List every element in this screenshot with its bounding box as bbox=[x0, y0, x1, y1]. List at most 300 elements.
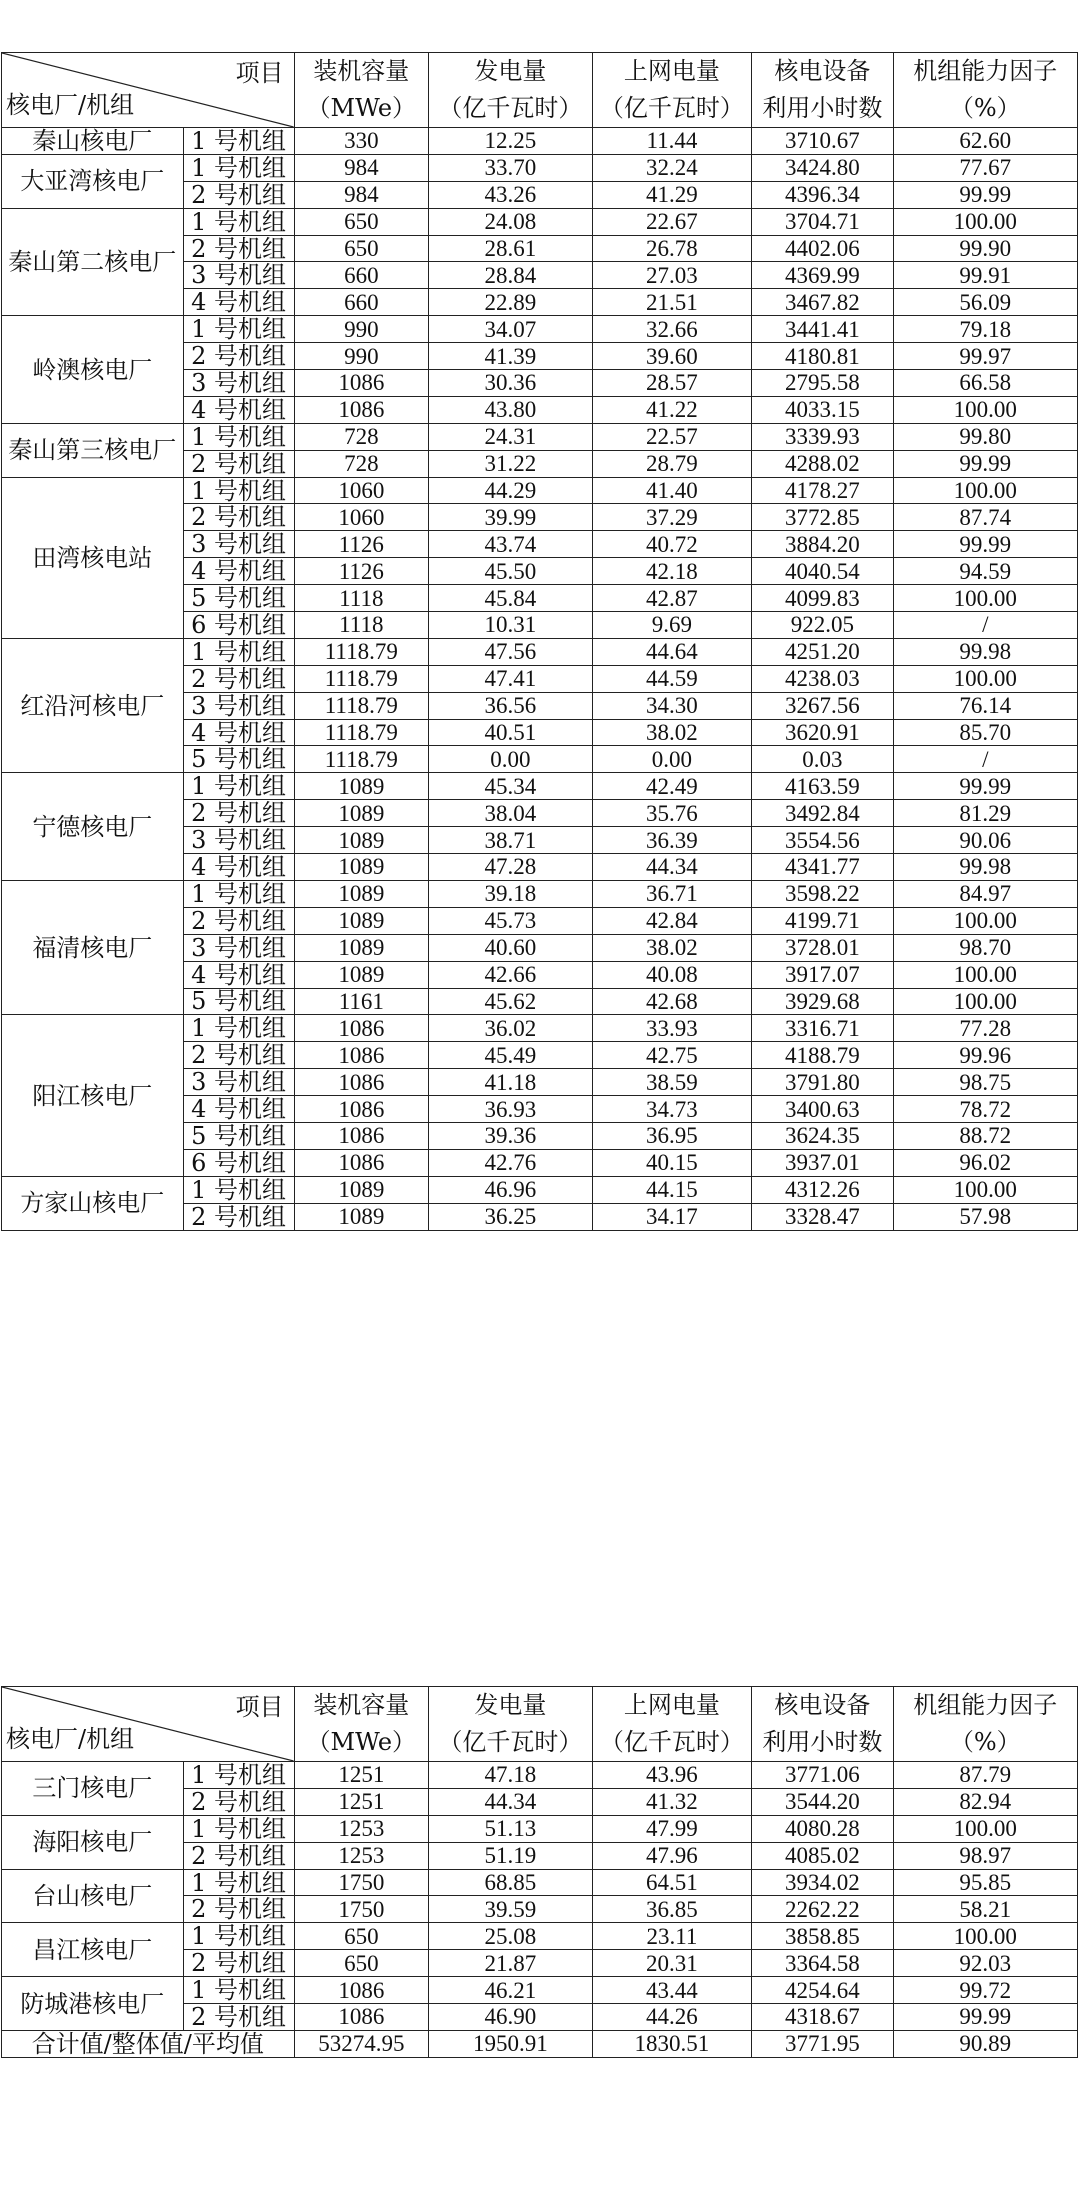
column-header-capability-factor bbox=[893, 53, 1077, 128]
utilization-hours-cell: 4163.59 bbox=[752, 773, 893, 800]
unit-name-cell: 1 号机组 bbox=[183, 1015, 294, 1042]
generation-cell: 40.60 bbox=[429, 934, 593, 961]
generation-cell: 39.18 bbox=[429, 880, 593, 907]
unit-name-cell: 2 号机组 bbox=[183, 1042, 294, 1069]
capability-factor-cell: 99.98 bbox=[893, 638, 1077, 665]
installed-capacity-cell: 1118.79 bbox=[294, 692, 429, 719]
grid-supply-cell: 26.78 bbox=[592, 235, 751, 262]
capability-factor-cell: 88.72 bbox=[893, 1122, 1077, 1149]
capability-factor-cell: 66.58 bbox=[893, 370, 1077, 397]
capability-factor-cell: 62.60 bbox=[893, 128, 1077, 155]
utilization-hours-cell: 3620.91 bbox=[752, 719, 893, 746]
utilization-hours-cell: 3884.20 bbox=[752, 531, 893, 558]
utilization-hours-cell: 3934.02 bbox=[752, 1869, 893, 1896]
installed-capacity-cell: 1253 bbox=[294, 1842, 429, 1869]
generation-cell: 47.56 bbox=[429, 638, 593, 665]
column-header-generation bbox=[429, 53, 593, 128]
capability-factor-cell: 100.00 bbox=[893, 988, 1077, 1015]
capability-factor-cell: 98.97 bbox=[893, 1842, 1077, 1869]
unit-name-cell: 4 号机组 bbox=[183, 854, 294, 881]
capability-factor-cell: 96.02 bbox=[893, 1149, 1077, 1176]
capability-factor-cell: 92.03 bbox=[893, 1950, 1077, 1977]
unit-name-cell: 1 号机组 bbox=[183, 773, 294, 800]
unit-name-cell: 6 号机组 bbox=[183, 612, 294, 639]
unit-name-cell: 3 号机组 bbox=[183, 827, 294, 854]
column-header-line1: 核电设备 bbox=[774, 1691, 871, 1719]
grid-supply-cell: 64.51 bbox=[592, 1869, 751, 1896]
grid-supply-cell: 11.44 bbox=[592, 128, 751, 155]
unit-name-cell: 2 号机组 bbox=[183, 504, 294, 531]
generation-cell: 47.28 bbox=[429, 854, 593, 881]
unit-name-cell: 3 号机组 bbox=[183, 934, 294, 961]
grid-supply-cell: 42.68 bbox=[592, 988, 751, 1015]
plant-name-cell: 福清核电厂 bbox=[2, 880, 184, 1014]
capability-factor-cell: 100.00 bbox=[893, 665, 1077, 692]
utilization-hours-cell: 3771.06 bbox=[752, 1762, 893, 1789]
unit-name-cell: 1 号机组 bbox=[183, 1815, 294, 1842]
utilization-hours-cell: 4288.02 bbox=[752, 450, 893, 477]
column-header-installed-capacity bbox=[294, 53, 429, 128]
plant-name-cell: 秦山第二核电厂 bbox=[2, 208, 184, 316]
installed-capacity-cell: 1086 bbox=[294, 1015, 429, 1042]
unit-name-cell: 2 号机组 bbox=[183, 800, 294, 827]
unit-name-cell: 1 号机组 bbox=[183, 1762, 294, 1789]
installed-capacity-cell: 1089 bbox=[294, 773, 429, 800]
capability-factor-cell: 77.67 bbox=[893, 154, 1077, 181]
generation-cell: 51.13 bbox=[429, 1815, 593, 1842]
generation-cell: 34.07 bbox=[429, 316, 593, 343]
utilization-hours-cell: 3492.84 bbox=[752, 800, 893, 827]
installed-capacity-cell: 1118.79 bbox=[294, 638, 429, 665]
generation-cell: 42.76 bbox=[429, 1149, 593, 1176]
capability-factor-cell: 87.79 bbox=[893, 1762, 1077, 1789]
utilization-hours-cell: 3554.56 bbox=[752, 827, 893, 854]
utilization-hours-cell: 3467.82 bbox=[752, 289, 893, 316]
utilization-hours-cell: 4033.15 bbox=[752, 396, 893, 423]
utilization-hours-cell: 4396.34 bbox=[752, 181, 893, 208]
generation-cell: 39.59 bbox=[429, 1896, 593, 1923]
generation-cell: 45.49 bbox=[429, 1042, 593, 1069]
capability-factor-cell: 82.94 bbox=[893, 1788, 1077, 1815]
column-header-line1: 核电设备 bbox=[774, 57, 871, 85]
capability-factor-cell: 100.00 bbox=[893, 1815, 1077, 1842]
generation-cell: 47.41 bbox=[429, 665, 593, 692]
utilization-hours-cell: 4254.64 bbox=[752, 1977, 893, 2004]
unit-name-cell: 3 号机组 bbox=[183, 370, 294, 397]
generation-cell: 47.18 bbox=[429, 1762, 593, 1789]
column-header-line1: 发电量 bbox=[474, 57, 547, 85]
grid-supply-cell: 22.57 bbox=[592, 423, 751, 450]
generation-cell: 38.71 bbox=[429, 827, 593, 854]
column-header-line1: 上网电量 bbox=[623, 1691, 720, 1719]
grid-supply-cell: 42.49 bbox=[592, 773, 751, 800]
grid-supply-cell: 32.24 bbox=[592, 154, 751, 181]
capability-factor-cell: 79.18 bbox=[893, 316, 1077, 343]
plant-name-cell: 秦山核电厂 bbox=[2, 128, 184, 155]
unit-name-cell: 1 号机组 bbox=[183, 423, 294, 450]
grid-supply-cell: 42.18 bbox=[592, 558, 751, 585]
capability-factor-cell: 100.00 bbox=[893, 396, 1077, 423]
utilization-hours-cell: 3858.85 bbox=[752, 1923, 893, 1950]
utilization-hours-cell: 922.05 bbox=[752, 612, 893, 639]
capability-factor-cell: 94.59 bbox=[893, 558, 1077, 585]
utilization-hours-cell: 3544.20 bbox=[752, 1788, 893, 1815]
generation-cell: 36.25 bbox=[429, 1203, 593, 1230]
capability-factor-cell: 100.00 bbox=[893, 907, 1077, 934]
utilization-hours-cell: 3704.71 bbox=[752, 208, 893, 235]
capability-factor-cell: 99.99 bbox=[893, 2004, 1077, 2031]
utilization-hours-cell: 4080.28 bbox=[752, 1815, 893, 1842]
generation-cell: 30.36 bbox=[429, 370, 593, 397]
generation-cell: 45.62 bbox=[429, 988, 593, 1015]
utilization-hours-cell: 4238.03 bbox=[752, 665, 893, 692]
generation-cell: 46.96 bbox=[429, 1176, 593, 1203]
table2-body bbox=[2, 1687, 1078, 2058]
installed-capacity-cell: 1089 bbox=[294, 1176, 429, 1203]
generation-cell: 38.04 bbox=[429, 800, 593, 827]
column-header-line1: 装机容量 bbox=[313, 57, 410, 85]
capability-factor-cell: 57.98 bbox=[893, 1203, 1077, 1230]
unit-name-cell: 4 号机组 bbox=[183, 961, 294, 988]
unit-name-cell: 3 号机组 bbox=[183, 692, 294, 719]
capability-factor-cell: 99.91 bbox=[893, 262, 1077, 289]
plant-name-cell: 大亚湾核电厂 bbox=[2, 154, 184, 208]
capability-factor-cell: 100.00 bbox=[893, 1923, 1077, 1950]
column-header-line1: 装机容量 bbox=[313, 1691, 410, 1719]
grid-supply-cell: 41.40 bbox=[592, 477, 751, 504]
grid-supply-cell: 38.02 bbox=[592, 719, 751, 746]
utilization-hours-cell: 4040.54 bbox=[752, 558, 893, 585]
capability-factor-cell: 99.72 bbox=[893, 1977, 1077, 2004]
table-row bbox=[2, 423, 1078, 450]
installed-capacity-cell: 660 bbox=[294, 262, 429, 289]
installed-capacity-cell: 1161 bbox=[294, 988, 429, 1015]
capability-factor-cell: 81.29 bbox=[893, 800, 1077, 827]
unit-name-cell: 5 号机组 bbox=[183, 988, 294, 1015]
installed-capacity-cell: 1089 bbox=[294, 800, 429, 827]
header-item-label: 项目 bbox=[235, 1693, 284, 1721]
grid-supply-cell: 47.96 bbox=[592, 1842, 751, 1869]
capability-factor-cell: 100.00 bbox=[893, 585, 1077, 612]
installed-capacity-cell: 1089 bbox=[294, 880, 429, 907]
grid-supply-cell: 28.79 bbox=[592, 450, 751, 477]
unit-name-cell: 4 号机组 bbox=[183, 1096, 294, 1123]
installed-capacity-cell: 1750 bbox=[294, 1869, 429, 1896]
plant-name-cell: 海阳核电厂 bbox=[2, 1815, 184, 1869]
utilization-hours-cell: 3400.63 bbox=[752, 1096, 893, 1123]
generation-cell: 45.73 bbox=[429, 907, 593, 934]
installed-capacity-cell: 1086 bbox=[294, 2004, 429, 2031]
installed-capacity-cell: 1089 bbox=[294, 854, 429, 881]
table-row bbox=[2, 1869, 1078, 1896]
unit-name-cell: 2 号机组 bbox=[183, 235, 294, 262]
unit-name-cell: 5 号机组 bbox=[183, 585, 294, 612]
table-row bbox=[2, 1923, 1078, 1950]
utilization-hours-cell: 4402.06 bbox=[752, 235, 893, 262]
header-row bbox=[2, 53, 1078, 128]
utilization-hours-cell: 4251.20 bbox=[752, 638, 893, 665]
generation-cell: 45.50 bbox=[429, 558, 593, 585]
installed-capacity-cell: 1086 bbox=[294, 1096, 429, 1123]
installed-capacity-cell: 650 bbox=[294, 208, 429, 235]
grid-supply-cell: 41.32 bbox=[592, 1788, 751, 1815]
total-capability-factor-cell: 90.89 bbox=[893, 2030, 1077, 2057]
unit-name-cell: 1 号机组 bbox=[183, 208, 294, 235]
capability-factor-cell: / bbox=[893, 612, 1077, 639]
utilization-hours-cell: 3267.56 bbox=[752, 692, 893, 719]
column-header-capability-factor bbox=[893, 1687, 1077, 1762]
plant-name-cell: 红沿河核电厂 bbox=[2, 638, 184, 772]
total-row bbox=[2, 2030, 1078, 2057]
capability-factor-cell: / bbox=[893, 746, 1077, 773]
utilization-hours-cell: 2795.58 bbox=[752, 370, 893, 397]
nuclear-units-table-part1 bbox=[1, 52, 1078, 1231]
column-header-generation bbox=[429, 1687, 593, 1762]
utilization-hours-cell: 4178.27 bbox=[752, 477, 893, 504]
generation-cell: 41.18 bbox=[429, 1069, 593, 1096]
capability-factor-cell: 78.72 bbox=[893, 1096, 1077, 1123]
utilization-hours-cell: 4188.79 bbox=[752, 1042, 893, 1069]
table-row bbox=[2, 638, 1078, 665]
utilization-hours-cell: 3917.07 bbox=[752, 961, 893, 988]
installed-capacity-cell: 1251 bbox=[294, 1762, 429, 1789]
grid-supply-cell: 36.95 bbox=[592, 1122, 751, 1149]
unit-name-cell: 2 号机组 bbox=[183, 2004, 294, 2031]
utilization-hours-cell: 4199.71 bbox=[752, 907, 893, 934]
generation-cell: 31.22 bbox=[429, 450, 593, 477]
column-header-line2: （亿千瓦时） bbox=[438, 1728, 583, 1756]
capability-factor-cell: 56.09 bbox=[893, 289, 1077, 316]
utilization-hours-cell: 3441.41 bbox=[752, 316, 893, 343]
grid-supply-cell: 41.22 bbox=[592, 396, 751, 423]
capability-factor-cell: 95.85 bbox=[893, 1869, 1077, 1896]
capability-factor-cell: 99.99 bbox=[893, 181, 1077, 208]
grid-supply-cell: 39.60 bbox=[592, 343, 751, 370]
installed-capacity-cell: 1089 bbox=[294, 934, 429, 961]
installed-capacity-cell: 990 bbox=[294, 316, 429, 343]
header-corner-cell bbox=[2, 1687, 295, 1762]
capability-factor-cell: 84.97 bbox=[893, 880, 1077, 907]
utilization-hours-cell: 3364.58 bbox=[752, 1950, 893, 1977]
grid-supply-cell: 27.03 bbox=[592, 262, 751, 289]
grid-supply-cell: 42.84 bbox=[592, 907, 751, 934]
grid-supply-cell: 34.30 bbox=[592, 692, 751, 719]
table-row bbox=[2, 1015, 1078, 1042]
column-header-line1: 机组能力因子 bbox=[913, 1691, 1058, 1719]
column-header-line1: 发电量 bbox=[474, 1691, 547, 1719]
installed-capacity-cell: 1253 bbox=[294, 1815, 429, 1842]
generation-cell: 36.93 bbox=[429, 1096, 593, 1123]
unit-name-cell: 3 号机组 bbox=[183, 531, 294, 558]
column-header-installed-capacity bbox=[294, 1687, 429, 1762]
table-row bbox=[2, 1762, 1078, 1789]
unit-name-cell: 2 号机组 bbox=[183, 907, 294, 934]
unit-name-cell: 2 号机组 bbox=[183, 665, 294, 692]
capability-factor-cell: 100.00 bbox=[893, 1176, 1077, 1203]
plant-name-cell: 三门核电厂 bbox=[2, 1762, 184, 1816]
utilization-hours-cell: 3598.22 bbox=[752, 880, 893, 907]
installed-capacity-cell: 1089 bbox=[294, 907, 429, 934]
utilization-hours-cell: 4099.83 bbox=[752, 585, 893, 612]
grid-supply-cell: 47.99 bbox=[592, 1815, 751, 1842]
generation-cell: 36.56 bbox=[429, 692, 593, 719]
column-header-utilization-hours bbox=[752, 1687, 893, 1762]
plant-name-cell: 阳江核电厂 bbox=[2, 1015, 184, 1176]
utilization-hours-cell: 2262.22 bbox=[752, 1896, 893, 1923]
column-header-line2: （MWe） bbox=[306, 94, 417, 122]
unit-name-cell: 1 号机组 bbox=[183, 477, 294, 504]
table-row bbox=[2, 316, 1078, 343]
plant-name-cell: 秦山第三核电厂 bbox=[2, 423, 184, 477]
capability-factor-cell: 99.80 bbox=[893, 423, 1077, 450]
generation-cell: 43.80 bbox=[429, 396, 593, 423]
installed-capacity-cell: 1750 bbox=[294, 1896, 429, 1923]
plant-name-cell: 台山核电厂 bbox=[2, 1869, 184, 1923]
capability-factor-cell: 58.21 bbox=[893, 1896, 1077, 1923]
column-header-line1: 机组能力因子 bbox=[913, 57, 1058, 85]
generation-cell: 51.19 bbox=[429, 1842, 593, 1869]
plant-name-cell: 昌江核电厂 bbox=[2, 1923, 184, 1977]
unit-name-cell: 3 号机组 bbox=[183, 262, 294, 289]
unit-name-cell: 2 号机组 bbox=[183, 1842, 294, 1869]
generation-cell: 68.85 bbox=[429, 1869, 593, 1896]
table-row bbox=[2, 477, 1078, 504]
utilization-hours-cell: 3937.01 bbox=[752, 1149, 893, 1176]
utilization-hours-cell: 3710.67 bbox=[752, 128, 893, 155]
header-row bbox=[2, 1687, 1078, 1762]
grid-supply-cell: 32.66 bbox=[592, 316, 751, 343]
installed-capacity-cell: 984 bbox=[294, 181, 429, 208]
installed-capacity-cell: 728 bbox=[294, 450, 429, 477]
capability-factor-cell: 85.70 bbox=[893, 719, 1077, 746]
installed-capacity-cell: 1089 bbox=[294, 1203, 429, 1230]
grid-supply-cell: 22.67 bbox=[592, 208, 751, 235]
utilization-hours-cell: 0.03 bbox=[752, 746, 893, 773]
capability-factor-cell: 99.97 bbox=[893, 343, 1077, 370]
total-utilization-hours-cell: 3771.95 bbox=[752, 2030, 893, 2057]
unit-name-cell: 1 号机组 bbox=[183, 316, 294, 343]
installed-capacity-cell: 1118 bbox=[294, 585, 429, 612]
generation-cell: 39.36 bbox=[429, 1122, 593, 1149]
generation-cell: 44.34 bbox=[429, 1788, 593, 1815]
installed-capacity-cell: 1060 bbox=[294, 477, 429, 504]
installed-capacity-cell: 650 bbox=[294, 1950, 429, 1977]
unit-name-cell: 1 号机组 bbox=[183, 638, 294, 665]
plant-name-cell: 田湾核电站 bbox=[2, 477, 184, 638]
column-header-line2: （亿千瓦时） bbox=[599, 1728, 744, 1756]
unit-name-cell: 5 号机组 bbox=[183, 1122, 294, 1149]
generation-cell: 25.08 bbox=[429, 1923, 593, 1950]
grid-supply-cell: 20.31 bbox=[592, 1950, 751, 1977]
generation-cell: 46.21 bbox=[429, 1977, 593, 2004]
grid-supply-cell: 34.17 bbox=[592, 1203, 751, 1230]
capability-factor-cell: 98.70 bbox=[893, 934, 1077, 961]
utilization-hours-cell: 4180.81 bbox=[752, 343, 893, 370]
unit-name-cell: 4 号机组 bbox=[183, 719, 294, 746]
utilization-hours-cell: 3929.68 bbox=[752, 988, 893, 1015]
installed-capacity-cell: 1089 bbox=[294, 827, 429, 854]
grid-supply-cell: 36.71 bbox=[592, 880, 751, 907]
grid-supply-cell: 43.44 bbox=[592, 1977, 751, 2004]
generation-cell: 12.25 bbox=[429, 128, 593, 155]
header-row-label: 核电厂/机组 bbox=[6, 91, 135, 119]
grid-supply-cell: 38.59 bbox=[592, 1069, 751, 1096]
generation-cell: 41.39 bbox=[429, 343, 593, 370]
generation-cell: 0.00 bbox=[429, 746, 593, 773]
installed-capacity-cell: 1060 bbox=[294, 504, 429, 531]
grid-supply-cell: 42.75 bbox=[592, 1042, 751, 1069]
utilization-hours-cell: 4312.26 bbox=[752, 1176, 893, 1203]
grid-supply-cell: 40.15 bbox=[592, 1149, 751, 1176]
utilization-hours-cell: 3328.47 bbox=[752, 1203, 893, 1230]
unit-name-cell: 4 号机组 bbox=[183, 558, 294, 585]
unit-name-cell: 1 号机组 bbox=[183, 880, 294, 907]
generation-cell: 28.84 bbox=[429, 262, 593, 289]
capability-factor-cell: 99.98 bbox=[893, 854, 1077, 881]
generation-cell: 43.26 bbox=[429, 181, 593, 208]
grid-supply-cell: 21.51 bbox=[592, 289, 751, 316]
column-header-line2: （亿千瓦时） bbox=[599, 94, 744, 122]
table-row bbox=[2, 208, 1078, 235]
installed-capacity-cell: 1086 bbox=[294, 1149, 429, 1176]
installed-capacity-cell: 1086 bbox=[294, 370, 429, 397]
installed-capacity-cell: 984 bbox=[294, 154, 429, 181]
grid-supply-cell: 37.29 bbox=[592, 504, 751, 531]
capability-factor-cell: 99.99 bbox=[893, 450, 1077, 477]
table-row bbox=[2, 880, 1078, 907]
capability-factor-cell: 98.75 bbox=[893, 1069, 1077, 1096]
generation-cell: 40.51 bbox=[429, 719, 593, 746]
installed-capacity-cell: 1118 bbox=[294, 612, 429, 639]
total-installed-capacity-cell: 53274.95 bbox=[294, 2030, 429, 2057]
unit-name-cell: 1 号机组 bbox=[183, 128, 294, 155]
capability-factor-cell: 77.28 bbox=[893, 1015, 1077, 1042]
grid-supply-cell: 44.59 bbox=[592, 665, 751, 692]
utilization-hours-cell: 4369.99 bbox=[752, 262, 893, 289]
table-row bbox=[2, 773, 1078, 800]
generation-cell: 24.08 bbox=[429, 208, 593, 235]
utilization-hours-cell: 3316.71 bbox=[752, 1015, 893, 1042]
installed-capacity-cell: 1251 bbox=[294, 1788, 429, 1815]
grid-supply-cell: 42.87 bbox=[592, 585, 751, 612]
installed-capacity-cell: 1126 bbox=[294, 558, 429, 585]
capability-factor-cell: 100.00 bbox=[893, 477, 1077, 504]
header-row-label: 核电厂/机组 bbox=[6, 1725, 135, 1753]
utilization-hours-cell: 4341.77 bbox=[752, 854, 893, 881]
unit-name-cell: 3 号机组 bbox=[183, 1069, 294, 1096]
unit-name-cell: 2 号机组 bbox=[183, 1788, 294, 1815]
unit-name-cell: 5 号机组 bbox=[183, 746, 294, 773]
utilization-hours-cell: 4318.67 bbox=[752, 2004, 893, 2031]
generation-cell: 46.90 bbox=[429, 2004, 593, 2031]
unit-name-cell: 2 号机组 bbox=[183, 450, 294, 477]
table-row bbox=[2, 128, 1078, 155]
grid-supply-cell: 43.96 bbox=[592, 1762, 751, 1789]
installed-capacity-cell: 1086 bbox=[294, 396, 429, 423]
column-header-line2: （%） bbox=[949, 94, 1021, 122]
installed-capacity-cell: 990 bbox=[294, 343, 429, 370]
installed-capacity-cell: 728 bbox=[294, 423, 429, 450]
table-row bbox=[2, 154, 1078, 181]
grid-supply-cell: 40.08 bbox=[592, 961, 751, 988]
total-label-cell: 合计值/整体值/平均值 bbox=[2, 2030, 295, 2057]
grid-supply-cell: 35.76 bbox=[592, 800, 751, 827]
generation-cell: 43.74 bbox=[429, 531, 593, 558]
header-corner-cell bbox=[2, 53, 295, 128]
generation-cell: 45.34 bbox=[429, 773, 593, 800]
capability-factor-cell: 99.99 bbox=[893, 773, 1077, 800]
grid-supply-cell: 36.85 bbox=[592, 1896, 751, 1923]
